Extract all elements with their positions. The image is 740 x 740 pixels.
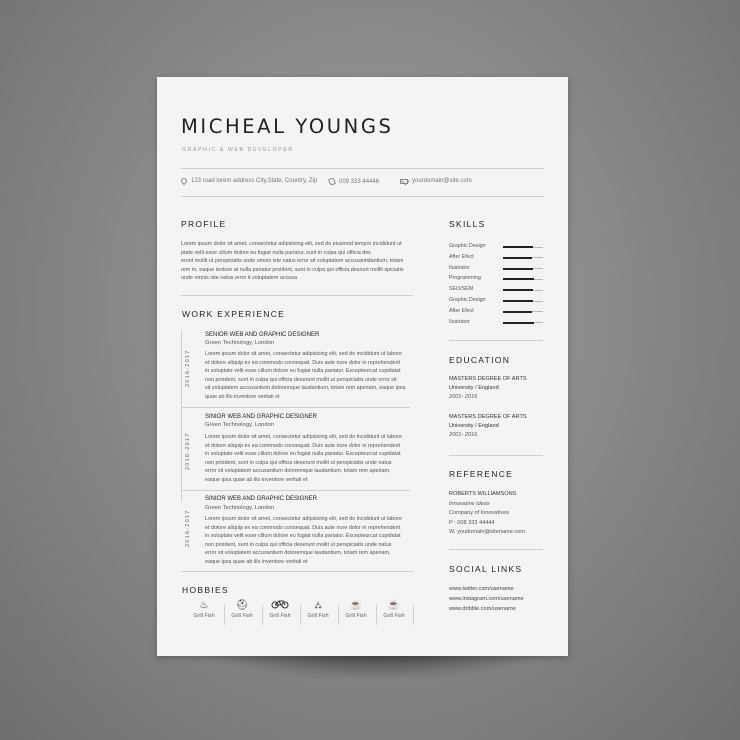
email-text: yourdomain@site.com <box>412 178 472 184</box>
divider <box>449 455 543 456</box>
reference-phone: P : 008 333 44444 <box>449 519 495 526</box>
coffee-cup-icon: ☕ <box>387 600 401 611</box>
years: 2001- 2016 <box>449 432 478 438</box>
hobby-item <box>185 599 223 619</box>
profile-line: unde omnis iste natus error it voluptatem accusa <box>181 275 297 282</box>
skills-heading: SKILLS <box>449 219 486 229</box>
phone-text: 009 333 44446 <box>339 178 380 185</box>
skill-level-track <box>503 290 543 291</box>
skill-level-track <box>503 301 543 302</box>
reference-title: Innovative Ideas <box>449 500 490 507</box>
education-item <box>449 375 527 402</box>
skill-label: After Efect <box>449 307 474 314</box>
skill-level-fill <box>503 322 534 324</box>
grill-icon: ♨ <box>199 600 209 611</box>
divider <box>449 340 543 341</box>
hobby-item <box>375 599 413 619</box>
hobbies-heading: HOBBIES <box>182 585 229 595</box>
social-link-twitter[interactable]: www.twitter.com/usename <box>449 586 514 592</box>
profile-heading: PROFILE <box>181 219 227 229</box>
hobby-label: Grill Fish <box>345 613 367 619</box>
contact-address <box>181 178 317 184</box>
location-pin-icon <box>180 177 188 185</box>
job-title: SINIOR WEB AND GRAPHIC DESIGNER <box>205 496 318 502</box>
job-year: 2016-2017 <box>185 432 191 470</box>
resume-page <box>157 77 568 656</box>
work-heading: WORK EXPERIENCE <box>182 309 286 319</box>
skill-level-track <box>503 279 543 280</box>
skill-label: Ilustrator <box>449 318 470 325</box>
skill-level-track <box>503 311 543 312</box>
skill-level-fill <box>503 311 532 313</box>
reference-company: Company of Innovatives <box>449 510 510 517</box>
skill-level-fill <box>503 246 533 248</box>
skill-level-track <box>503 268 543 269</box>
job-company: Green Technology, London <box>205 340 275 346</box>
hobby-label: Grill Fish <box>383 613 405 619</box>
school: University / England <box>449 423 499 429</box>
candidate-role: GRAPHIC & WEB DEVELOPER <box>182 147 294 153</box>
skill-label: Programming <box>449 275 481 282</box>
profile-line: Lorem ipsum dolor sit amet, consectetur adipisicing elit, sed do eiusmod tempor incididunt ut <box>181 241 402 247</box>
hobby-label: Grill Fish <box>307 613 329 619</box>
social-link-instagram[interactable]: www.instagram.com/usename <box>449 596 524 602</box>
school: University / England <box>449 385 499 391</box>
contact-email <box>400 178 472 184</box>
divider <box>181 196 544 197</box>
skill-label: Graphic Design <box>449 297 486 303</box>
mail-icon <box>400 179 408 184</box>
reference-name: ROBERTS WILLIAMSONS <box>449 491 517 497</box>
address-text: 123 road lorem address City,State, Country, Zip <box>191 178 318 184</box>
divider <box>449 549 543 550</box>
hobby-item <box>223 599 261 619</box>
job-line: in voluptate velit esse cillum dolore eu fugiat nulla pariatur. Excepteurcat cupidatat <box>205 368 401 375</box>
hobby-label: Grill Fish <box>231 613 253 619</box>
profile-line: erunt mollit ut perspiciatis unde omnis iste natus error sit voluptatem accusantidantium, totam <box>181 258 404 265</box>
drink-icon: ⛼ <box>314 600 322 611</box>
job-year: 2016-2017 <box>185 349 191 387</box>
skill-level-track <box>503 247 543 248</box>
degree: MASTERS DEGREE OF ARTS <box>449 376 527 382</box>
contact-phone <box>329 178 379 185</box>
social-link-dribbble[interactable]: www.dribble.com/usename <box>449 606 516 612</box>
skill-label: SEO/SEM <box>449 286 474 293</box>
job-line: sit voluptatem accusantium doloremque laudantium, totam rem aperiam, eaque ipsa <box>205 385 406 392</box>
hobby-label: Grill Fish <box>269 613 291 619</box>
divider <box>181 490 410 491</box>
profile-text <box>181 240 421 283</box>
skill-level-track <box>503 322 543 323</box>
job-line: Lorem ipsum dolor sit amet, consectetur adipisicing elit, sed do incididunt ut labore <box>205 516 402 522</box>
hobby-item <box>337 599 375 619</box>
job-line: non proident, sunt in culpa qui officia deserunt mollit ut perspiciatis unde nrror sit <box>205 376 397 383</box>
hobby-label: Grill Fish <box>193 613 215 619</box>
divider <box>181 295 413 296</box>
skill-level-fill <box>503 268 533 270</box>
reference-heading: REFERENCE <box>449 469 514 479</box>
skill-label: Graphic Design <box>449 243 486 249</box>
job-line: error sit voluptatem accusantium doloremque laudantium, totam rem aperiam, <box>205 468 391 475</box>
job-line: eaque ipsa quae ab illo inventore veritati et <box>205 558 308 565</box>
job-line: et dolore aliquip ex ea commodo consequat. Duis aute irure dolor in reprehenderit <box>205 359 401 366</box>
years: 2001- 2016 <box>449 394 478 400</box>
skill-label: After Efect <box>449 253 474 260</box>
helmet-icon: ⛑ <box>235 600 249 611</box>
timeline-line <box>181 330 182 502</box>
job-description <box>205 350 420 402</box>
hobby-item <box>299 599 337 619</box>
job-line: in voluptate velit esse cillum dolore eu fugiat nulla pariatur. Excepteurcat cupidatat <box>205 451 401 458</box>
divider <box>181 168 544 169</box>
job-line: eaque ipsa quae ab illo inventore veritati et <box>205 476 308 483</box>
job-line: et dolore aliquip ex ea commodo consequat. Duis aute irure dolor in reprehenderit <box>205 442 401 449</box>
job-line: quae ab illo inventore veritati et <box>205 393 280 400</box>
job-description <box>205 433 420 485</box>
skill-level-fill <box>503 289 533 291</box>
job-line: non proident, sunt in culpa qui officia deserunt mollit ut perspiciatis unde natus <box>205 541 392 548</box>
job-company: Green Technology, London <box>205 422 275 428</box>
degree: MASTERS DEGREE OF ARTS <box>449 414 527 420</box>
skill-level-track <box>503 257 543 258</box>
reference-web: W. youdomain@sitename.com <box>449 529 525 536</box>
bicycle-icon <box>261 599 299 613</box>
candidate-name: MICHEAL YOUNGS <box>181 115 394 138</box>
phone-icon <box>328 177 336 186</box>
education-item <box>449 413 527 440</box>
divider <box>181 571 413 572</box>
skill-level-fill <box>503 300 533 302</box>
job-company: Green Technology, London <box>205 505 275 511</box>
skill-level-fill <box>503 257 532 259</box>
hobby-item <box>261 599 299 619</box>
job-description <box>205 515 420 567</box>
job-title: SINIOR WEB AND GRAPHIC DESIGNER <box>205 414 318 420</box>
job-line: in voluptate velit esse cillum dolore eu fugiat nulla pariatur. Excepteurcat cupidatat <box>205 533 401 540</box>
divider <box>181 407 410 408</box>
job-line: non proident, sunt in culpa qui officia deserunt mollit ut perspiciatis unde natus <box>205 459 392 466</box>
job-line: et dolore aliquip ex ea commodo consequat. Duis aute irure dolor in reprehenderit <box>205 524 401 531</box>
job-line: Lorem ipsum dolor sit amet, consectetur adipisicing elit, sed do incididunt ut labore <box>205 434 402 440</box>
reference-block <box>449 490 525 538</box>
job-line: Lorem ipsum dolor sit amet, consectetur adipisicing elit, sed do incididunt ut labore <box>205 351 402 357</box>
skill-label: Ilustrator <box>449 264 470 271</box>
hobby-separator <box>413 605 414 625</box>
education-heading: EDUCATION <box>449 355 511 365</box>
job-title: SENIOR WEB AND GRAPHIC DESIGNER <box>205 332 320 338</box>
job-year: 2016-2017 <box>185 509 191 547</box>
job-line: error sit voluptatem accusantium doloremque laudantium, totam rem aperiam, <box>205 550 391 557</box>
chef-hat-icon: ☕ <box>349 600 363 611</box>
social-heading: SOCIAL LINKS <box>449 564 523 574</box>
skill-level-fill <box>503 278 534 280</box>
profile-line: ptate velit esse cillum dolore eu fugiat nulla pariatur, sunt in culpa qui officia des <box>181 249 371 256</box>
profile-line: rem m, eaque ientore at nulla pariatur proident, sunt in culpa qui officia desrunt mollit spiciatis <box>181 266 404 273</box>
